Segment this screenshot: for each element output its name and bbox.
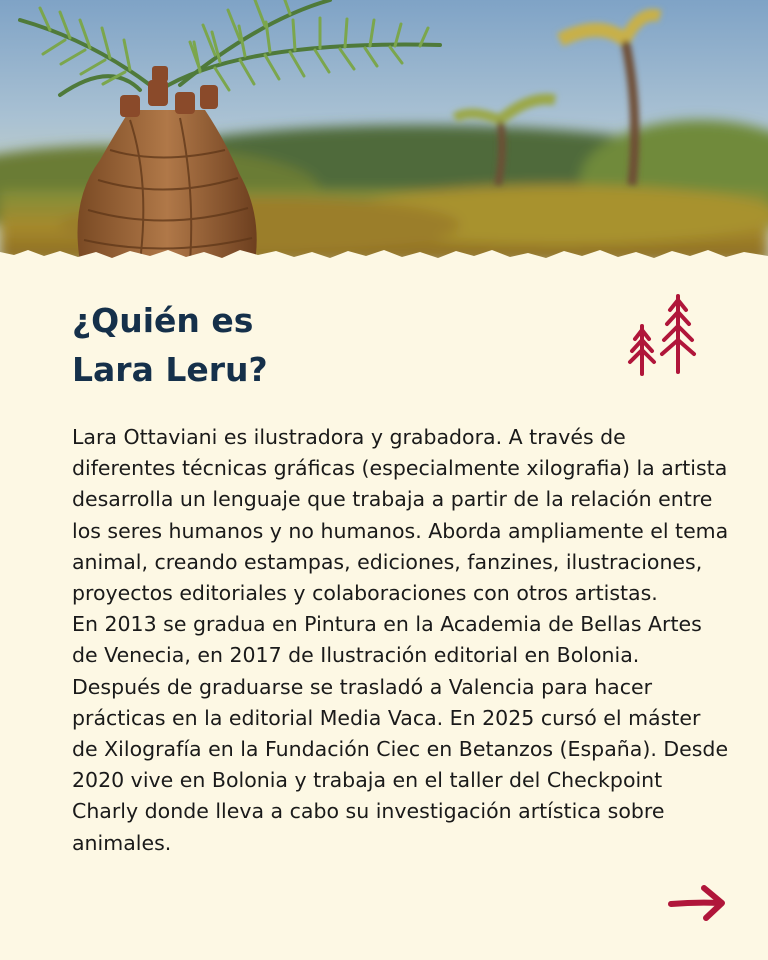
title-line-1: ¿Quién es xyxy=(72,301,254,340)
arrow-right-icon[interactable] xyxy=(666,880,730,926)
title-line-2: Lara Leru? xyxy=(72,350,268,389)
biography-text xyxy=(72,422,732,859)
header-photo xyxy=(0,0,768,262)
biography-paragraph-1: Lara Ottaviani es ilustradora y grabadora. A través de diferentes técnicas gráficas (especialmente xilografia) la artista desarrolla un lenguaje que trabaja a partir de la relación entre los seres humanos y no humanos. Aborda ampliamente el tema animal, creando estampas, ediciones, fanzines, ilustraciones, proyectos editoriales y colaboraciones con otros artistas. xyxy=(72,425,729,606)
biography-paragraph-2: En 2013 se gradua en Pintura en la Academia de Bellas Artes de Venecia, en 2017 de Ilustración editorial en Bolonia. Después de graduarse se trasladó a Valencia para hacer prácticas en la editorial Media Vaca. En 2025 cursó el máster de Xilografía en la Fundación Ciec en Betanzos (España). Desde 2020 vive en Bolonia y trabaja en el taller del Checkpoint Charly donde lleva a cabo su investigación artística sobre animales. xyxy=(72,612,729,855)
page-title xyxy=(72,296,268,394)
pine-trees-icon xyxy=(622,290,702,380)
